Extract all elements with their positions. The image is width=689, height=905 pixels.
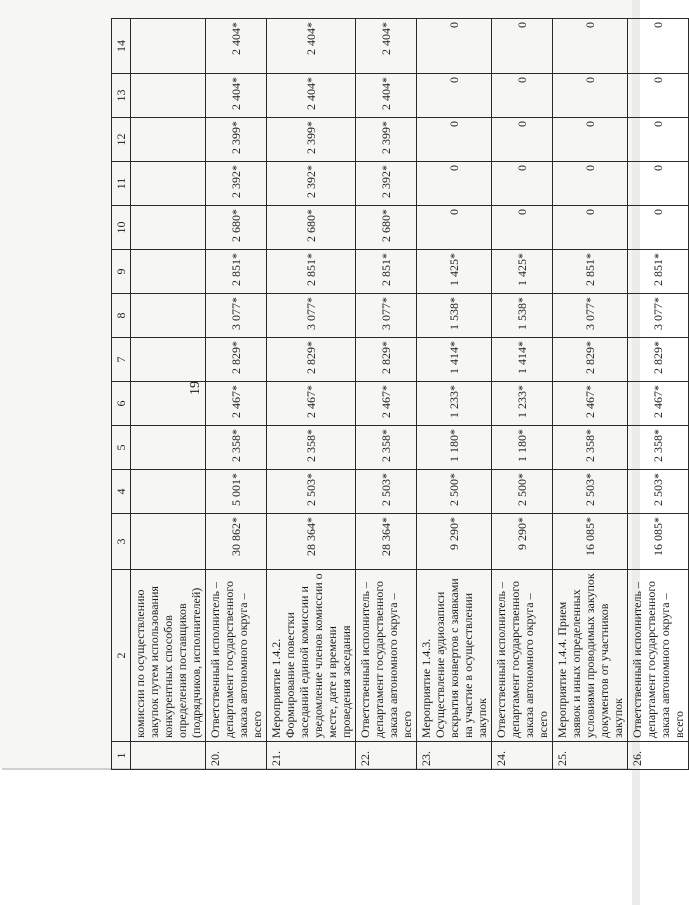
value-cell: 0 — [417, 206, 492, 250]
value-cell: 2 500* — [417, 470, 492, 514]
value-cell: 2 851* — [206, 250, 267, 294]
value-cell: 0 — [628, 162, 689, 206]
value-cell: 16 085* — [553, 514, 628, 570]
value-cell: 2 399* — [206, 118, 267, 162]
value-cell: 0 — [553, 118, 628, 162]
value-cell — [131, 338, 206, 382]
column-header: 11 — [112, 162, 131, 206]
table-row — [206, 19, 267, 770]
value-cell: 2 467* — [356, 382, 417, 426]
value-cell: 9 290* — [492, 514, 553, 570]
value-cell: 2 392* — [356, 162, 417, 206]
value-cell: 2 503* — [628, 470, 689, 514]
value-cell: 1 414* — [492, 338, 553, 382]
row-description: Мероприятие 1.4.2. Формирование повестки заседаний единой комиссии и уведомление членов комиссии о месте, дате и времени проведения заседания — [267, 570, 356, 742]
value-cell: 28 364* — [267, 514, 356, 570]
row-description: Ответственный исполнитель – департамент государственного заказа автономного округа – всего — [356, 570, 417, 742]
row-number — [131, 742, 206, 770]
value-cell: 0 — [492, 206, 553, 250]
row-number: 26. — [628, 742, 689, 770]
value-cell: 2 500* — [492, 470, 553, 514]
table-row — [131, 19, 206, 770]
header-row — [112, 19, 131, 770]
value-cell: 2 404* — [267, 19, 356, 74]
row-description: Мероприятие 1.4.4. Прием заявок и иных определенных условиями проводимых закупок документов от участников закупок — [553, 570, 628, 742]
value-cell: 2 404* — [356, 74, 417, 118]
value-cell: 2 404* — [206, 19, 267, 74]
value-cell: 0 — [417, 162, 492, 206]
row-number: 21. — [267, 742, 356, 770]
value-cell: 2 680* — [267, 206, 356, 250]
value-cell — [131, 514, 206, 570]
row-number: 20. — [206, 742, 267, 770]
value-cell: 2 503* — [356, 470, 417, 514]
value-cell: 0 — [628, 74, 689, 118]
value-cell: 3 077* — [267, 294, 356, 338]
value-cell: 0 — [417, 19, 492, 74]
value-cell: 2 829* — [356, 338, 417, 382]
column-header: 8 — [112, 294, 131, 338]
page-number: 19 — [188, 381, 203, 395]
value-cell: 2 851* — [267, 250, 356, 294]
value-cell — [131, 382, 206, 426]
column-header: 14 — [112, 19, 131, 74]
table-row — [553, 19, 628, 770]
value-cell: 0 — [553, 74, 628, 118]
row-description: Ответственный исполнитель – департамент государственного заказа автономного округа – всего — [492, 570, 553, 742]
value-cell: 1 180* — [417, 426, 492, 470]
value-cell: 9 290* — [417, 514, 492, 570]
value-cell: 16 085* — [628, 514, 689, 570]
value-cell: 2 467* — [206, 382, 267, 426]
value-cell: 3 077* — [628, 294, 689, 338]
column-header: 13 — [112, 74, 131, 118]
column-header: 1 — [112, 742, 131, 770]
value-cell: 28 364* — [356, 514, 417, 570]
value-cell — [131, 118, 206, 162]
value-cell: 2 358* — [356, 426, 417, 470]
table-row — [628, 19, 689, 770]
value-cell: 2 680* — [356, 206, 417, 250]
value-cell: 0 — [553, 19, 628, 74]
column-header: 4 — [112, 470, 131, 514]
table-row — [492, 19, 553, 770]
value-cell: 0 — [628, 206, 689, 250]
row-description: Ответственный исполнитель – департамент государственного заказа автономного округа – всего — [628, 570, 689, 742]
value-cell: 2 467* — [553, 382, 628, 426]
table-row — [267, 19, 356, 770]
value-cell: 2 358* — [206, 426, 267, 470]
column-header: 2 — [112, 570, 131, 742]
value-cell: 2 399* — [267, 118, 356, 162]
value-cell: 1 233* — [492, 382, 553, 426]
value-cell: 0 — [492, 118, 553, 162]
value-cell: 0 — [417, 74, 492, 118]
value-cell: 2 467* — [267, 382, 356, 426]
value-cell: 2 503* — [267, 470, 356, 514]
column-header: 10 — [112, 206, 131, 250]
table-row — [356, 19, 417, 770]
column-header: 9 — [112, 250, 131, 294]
column-header: 7 — [112, 338, 131, 382]
value-cell: 2 467* — [628, 382, 689, 426]
value-cell: 2 829* — [267, 338, 356, 382]
value-cell: 30 862* — [206, 514, 267, 570]
row-number: 24. — [492, 742, 553, 770]
value-cell: 5 001* — [206, 470, 267, 514]
value-cell: 1 414* — [417, 338, 492, 382]
value-cell: 0 — [417, 118, 492, 162]
column-header: 12 — [112, 118, 131, 162]
value-cell: 2 829* — [206, 338, 267, 382]
value-cell: 3 077* — [206, 294, 267, 338]
value-cell: 2 680* — [206, 206, 267, 250]
value-cell: 2 404* — [356, 19, 417, 74]
value-cell — [131, 250, 206, 294]
value-cell — [131, 294, 206, 338]
value-cell: 3 077* — [356, 294, 417, 338]
value-cell — [131, 470, 206, 514]
value-cell: 2 358* — [553, 426, 628, 470]
value-cell: 0 — [492, 162, 553, 206]
value-cell: 2 392* — [267, 162, 356, 206]
value-cell: 1 233* — [417, 382, 492, 426]
row-description: Ответственный исполнитель – департамент государственного заказа автономного округа – всего — [206, 570, 267, 742]
value-cell: 0 — [628, 118, 689, 162]
row-number: 25. — [553, 742, 628, 770]
value-cell: 0 — [492, 19, 553, 74]
budget-table — [111, 18, 689, 770]
value-cell — [131, 162, 206, 206]
value-cell — [131, 206, 206, 250]
row-description: Мероприятие 1.4.3. Осуществление аудиозаписи вскрытия конвертов с заявками на участие в осуществлении закупок — [417, 570, 492, 742]
value-cell: 0 — [553, 162, 628, 206]
value-cell: 2 358* — [267, 426, 356, 470]
value-cell — [131, 74, 206, 118]
value-cell: 2 851* — [356, 250, 417, 294]
value-cell — [131, 19, 206, 74]
value-cell: 1 425* — [417, 250, 492, 294]
column-header: 5 — [112, 426, 131, 470]
value-cell: 1 538* — [417, 294, 492, 338]
value-cell: 0 — [553, 206, 628, 250]
value-cell: 2 399* — [356, 118, 417, 162]
row-number: 23. — [417, 742, 492, 770]
value-cell: 1 538* — [492, 294, 553, 338]
value-cell: 0 — [628, 19, 689, 74]
value-cell: 2 404* — [267, 74, 356, 118]
value-cell: 1 425* — [492, 250, 553, 294]
rotated-table-container — [111, 22, 686, 770]
value-cell: 2 851* — [628, 250, 689, 294]
table-row — [417, 19, 492, 770]
value-cell: 0 — [492, 74, 553, 118]
value-cell: 2 503* — [553, 470, 628, 514]
value-cell: 2 392* — [206, 162, 267, 206]
value-cell: 1 180* — [492, 426, 553, 470]
value-cell: 2 358* — [628, 426, 689, 470]
value-cell: 2 829* — [553, 338, 628, 382]
column-header: 3 — [112, 514, 131, 570]
value-cell: 2 851* — [553, 250, 628, 294]
row-description: комиссии по осуществлению закупок путем использования конкурентных способов определения поставщиков (подрядчиков, исполнителей) — [131, 570, 206, 742]
value-cell: 3 077* — [553, 294, 628, 338]
value-cell: 2 404* — [206, 74, 267, 118]
column-header: 6 — [112, 382, 131, 426]
value-cell: 2 829* — [628, 338, 689, 382]
value-cell — [131, 426, 206, 470]
row-number: 22. — [356, 742, 417, 770]
